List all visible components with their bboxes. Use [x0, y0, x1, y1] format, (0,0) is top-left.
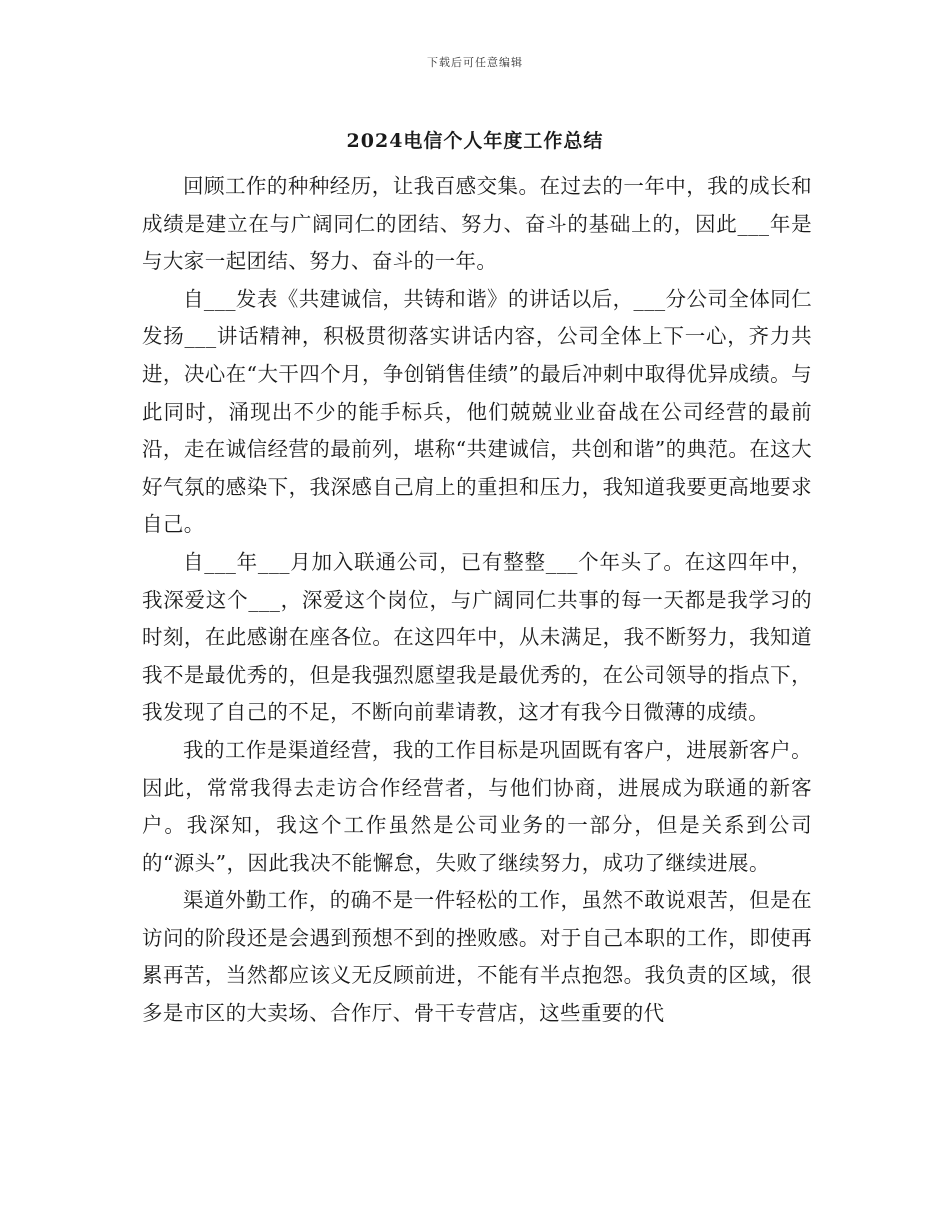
- paragraph: 自___年___月加入联通公司，已有整整___个年头了。在这四年中，我深爱这个___，深爱这个岗位，与广阔同仁共事的每一天都是我学习的时刻，在此感谢在座各位。在这四年中，从未满足，我不断努力，我知道我不是最优秀的，但是我强烈愿望我是最优秀的，在公司领导的指点下，我发现了自己的不足，不断向前辈请教，这才有我今日微薄的成绩。: [142, 549, 812, 725]
- paragraph: 我的工作是渠道经营，我的工作目标是巩固既有客户，进展新客户。因此，常常我得去走访合作经营者，与他们协商，进展成为联通的新客户。我深知，我这个工作虽然是公司业务的一部分，但是关系到公司的“源头”，因此我决不能懈怠，失败了继续努力，成功了继续进展。: [142, 737, 812, 875]
- paragraph: 渠道外勤工作，的确不是一件轻松的工作，虽然不敢说艰苦，但是在访问的阶段还是会遇到预想不到的挫败感。对于自己本职的工作，即使再累再苦，当然都应该义无反顾前进，不能有半点抱怨。我负责的区域，很多是市区的大卖场、合作厅、骨干专营店，这些重要的代: [142, 888, 812, 1026]
- paragraph: 自___发表《共建诚信，共铸和谐》的讲话以后，___分公司全体同仁发扬___讲话精神，积极贯彻落实讲话内容，公司全体上下一心，齐力共进，决心在“大干四个月，争创销售佳绩”的最后冲刺中取得优异成绩。与此同时，涌现出不少的能手标兵，他们兢兢业业奋战在公司经营的最前沿，走在诚信经营的最前列，堪称“共建诚信，共创和谐”的典范。在这大好气氛的感染下，我深感自己肩上的重担和压力，我知道我要更高地要求自己。: [142, 286, 812, 537]
- paragraph: 回顾工作的种种经历，让我百感交集。在过去的一年中，我的成长和成绩是建立在与广阔同仁的团结、努力、奋斗的基础上的，因此___年是与大家一起团结、努力、奋斗的一年。: [142, 174, 812, 274]
- document-body: [142, 168, 812, 1033]
- document-title: 2024电信个人年度工作总结: [346, 130, 604, 152]
- page-header-note: 下载后可任意编辑: [427, 56, 523, 69]
